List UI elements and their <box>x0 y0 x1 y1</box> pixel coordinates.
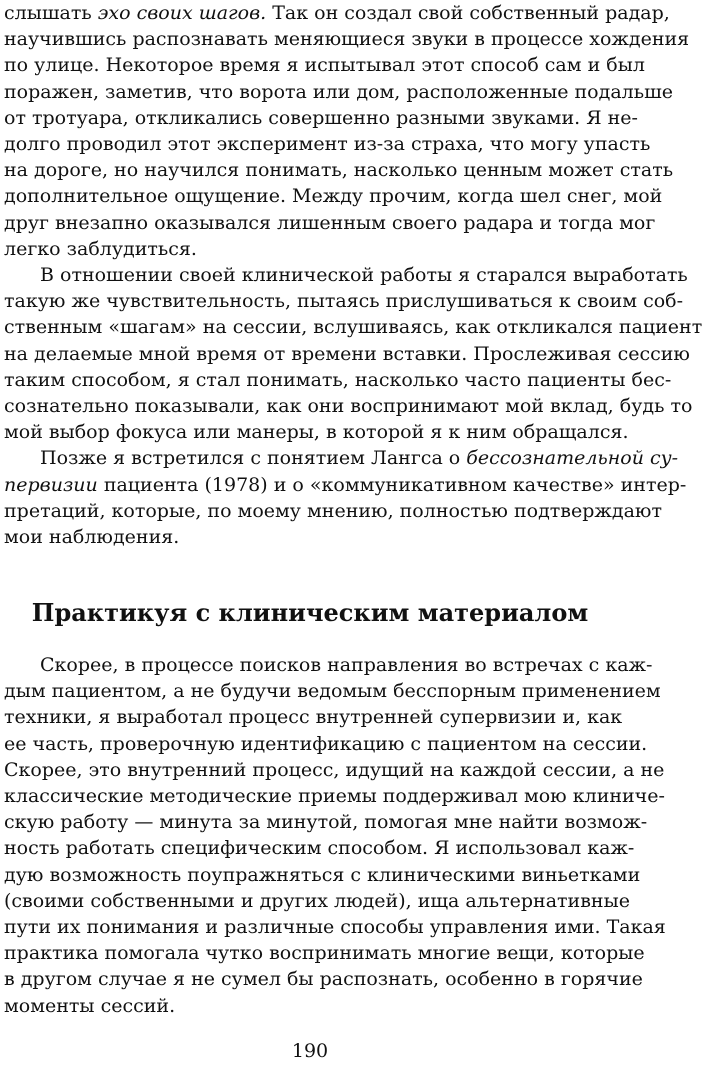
text-line: поражен, заметив, что ворота или дом, расположенные подальше <box>4 80 673 103</box>
text-line: таким способом, я стал понимать, насколько часто пациенты бес- <box>4 368 672 391</box>
text-line <box>4 0 670 26</box>
text-line: (своими собственными и других людей), ища альтернативные <box>4 889 630 912</box>
text-line: техники, я выработал процесс внутренней супервизии и, как <box>4 706 623 729</box>
text-block-top <box>4 0 702 550</box>
text-line: практика помогала чутко воспринимать многие вещи, которые <box>4 942 645 965</box>
text-line: сознательно показывали, как они воспринимают мой вклад, будь то <box>4 395 693 418</box>
text-line: мои наблюдения. <box>4 526 180 549</box>
text-line: Скорее, это внутренний процесс, идущий на каждой сессии, а не <box>4 758 665 781</box>
text-line: от тротуара, откликались совершенно разными звуками. Я не- <box>4 106 638 129</box>
text-line: такую же чувствительность, пытаясь прислушиваться к своим соб- <box>4 290 684 313</box>
text-line: на дороге, но научился понимать, насколько ценным может стать <box>4 159 674 182</box>
text-line: на делаемые мной время от времени вставки. Прослеживая сессию <box>4 342 690 365</box>
text-line: научившись распознавать меняющиеся звуки в процессе хождения <box>4 28 690 51</box>
paragraph <box>4 445 687 550</box>
text-line: претаций, которые, по моему мнению, полностью подтверждают <box>4 499 662 522</box>
text-line: дую возможность поупражняться с клиническими виньетками <box>4 863 641 886</box>
text-line <box>4 472 687 498</box>
page-number: 190 <box>291 1040 329 1062</box>
italic-run: эхо своих шагов. <box>97 2 267 24</box>
text-run: Так он создал свой собственный радар, <box>266 2 670 24</box>
text-line: друг внезапно оказывался лишенным своего радара и тогда мог <box>4 211 656 234</box>
text-line: скую работу — минута за минутой, помогая мне найти возмож- <box>4 811 648 834</box>
text-line: В отношении своей клинической работы я старался выработать <box>40 264 688 287</box>
paragraph <box>4 262 702 445</box>
text-run: слышать <box>4 2 98 24</box>
paragraph <box>4 0 690 262</box>
text-run: пациента (1978) и о «коммуникативном качестве» интер- <box>97 473 687 496</box>
text-line: классические методические приемы поддерживал мою клиниче- <box>4 785 665 808</box>
text-run: Позже я встретился с понятием Лангса о <box>40 447 467 470</box>
paragraph <box>4 652 666 1019</box>
text-line: ственным «шагам» на сессии, вслушиваясь, как откликался пациент <box>4 316 702 339</box>
text-line: ее часть, проверочную идентификацию с пациентом на сессии. <box>4 732 648 755</box>
text-line: дым пациентом, а не будучи ведомым бесспорным применением <box>4 680 661 703</box>
text-line: в другом случае я не сумел бы распознать, особенно в горячие <box>4 968 643 991</box>
text-line: по улице. Некоторое время я испытывал этот способ сам и был <box>4 54 645 77</box>
text-line: пути их понимания и различные способы управления ими. Такая <box>4 916 666 939</box>
text-line: долго проводил этот эксперимент из-за страха, что могу упасть <box>4 133 651 156</box>
text-line: ность работать специфическим способом. Я использовал каж- <box>4 837 635 860</box>
italic-run: первизии <box>4 473 98 496</box>
text-line: Скорее, в процессе поисков направления во встречах с каж- <box>40 654 653 676</box>
text-line: легко заблудиться. <box>4 237 197 260</box>
italic-run: бессознательной су- <box>466 447 679 470</box>
text-line <box>4 445 679 471</box>
section-heading: Практикуя с клиническим материалом <box>31 598 589 627</box>
text-block-bottom <box>4 652 666 1019</box>
text-line: моменты сессий. <box>4 994 176 1017</box>
text-line: мой выбор фокуса или манеры, в которой я к ним обращался. <box>4 421 629 444</box>
text-line: дополнительное ощущение. Между прочим, когда шел снег, мой <box>4 185 663 208</box>
